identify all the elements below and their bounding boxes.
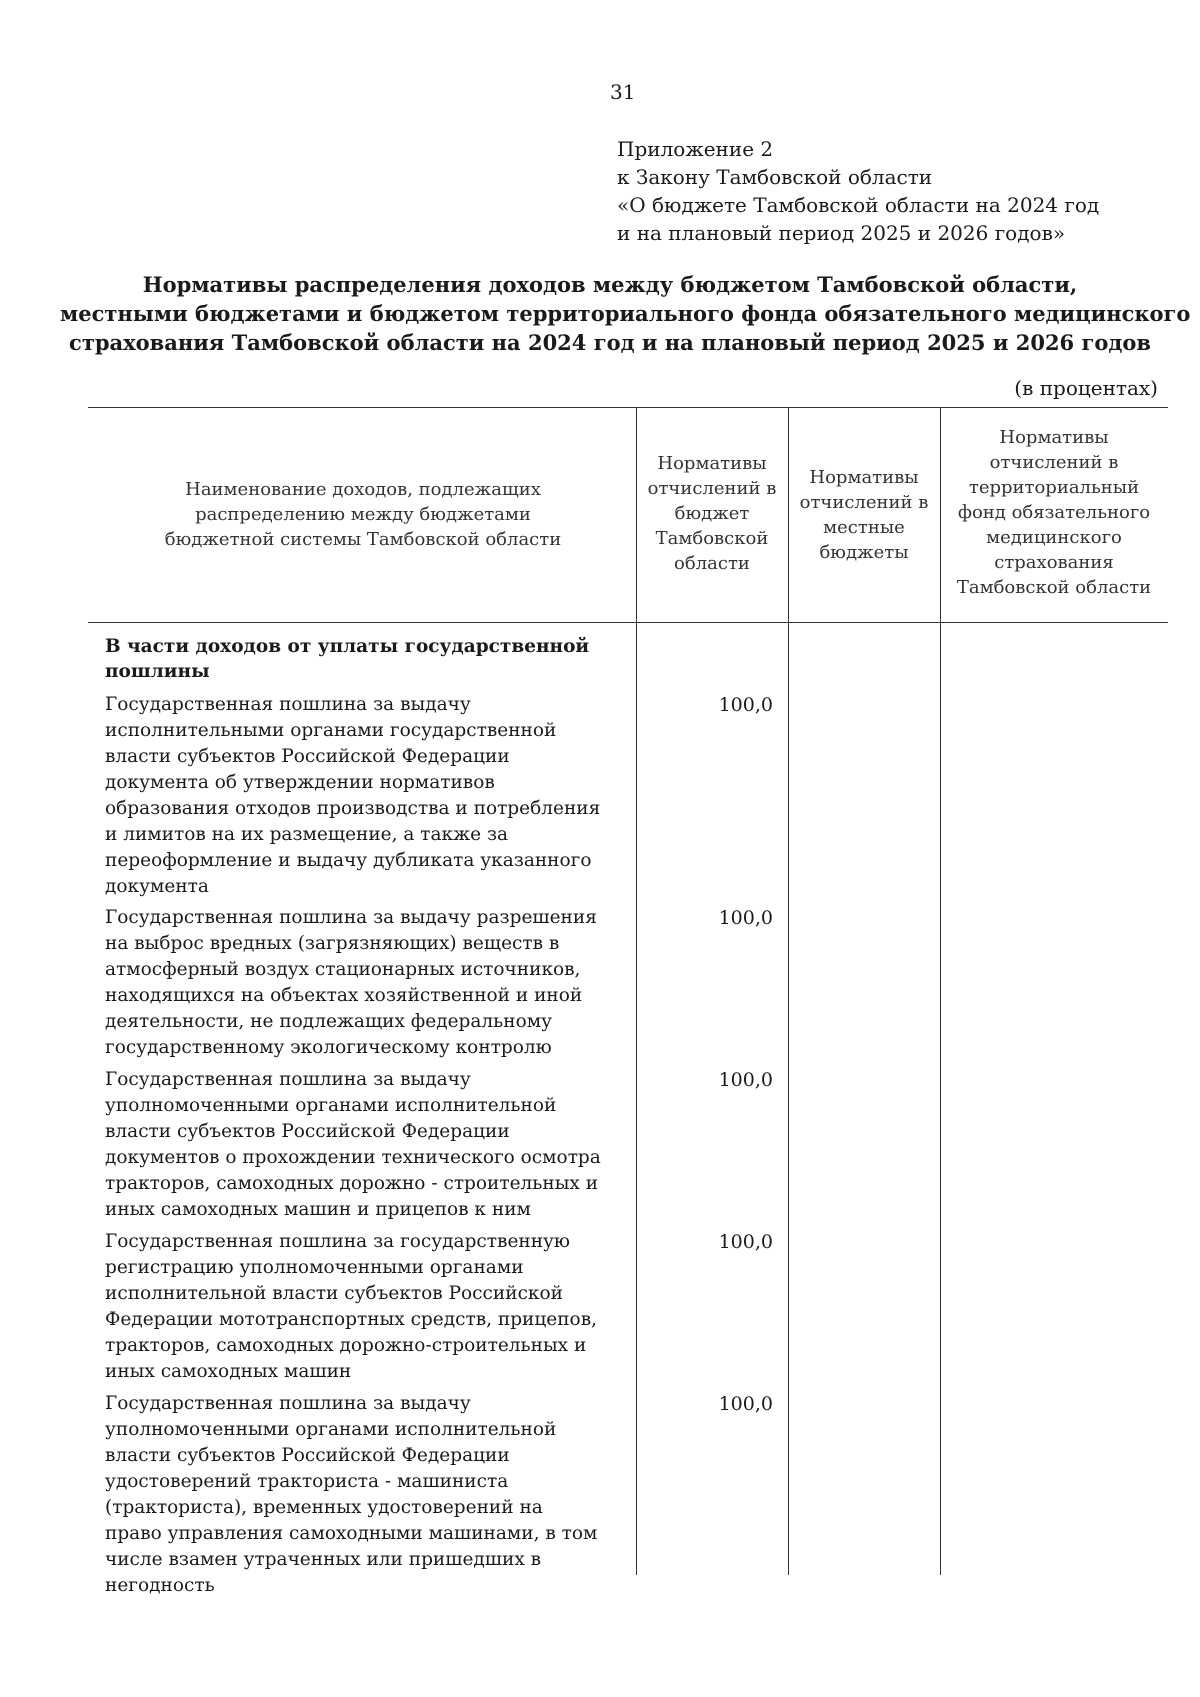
row-regional-value: 100,0: [718, 1393, 773, 1415]
appendix-note: [617, 135, 1099, 247]
units-label: (в процентах): [1014, 376, 1158, 400]
row-income-name: Государственная пошлина за выдачу разрешения на выброс вредных (загрязняющих) веществ в атмосферный воздух стационарных источников, находящихся на объектах хозяйственной и иной деятельности, не подлежащих федеральному государственному экологическому контролю: [105, 907, 597, 1058]
row-regional-value: 100,0: [718, 1231, 773, 1253]
header-medical-fund: Нормативы отчислений в территориальный фонд обязательного медицинского страхования Тамбовской области: [956, 427, 1152, 598]
header-income-name: Наименование доходов, подлежащих распределению между бюджетами бюджетной системы Тамбовской области: [164, 479, 562, 550]
section-title: В части доходов от уплаты государственной пошлины: [105, 636, 590, 682]
title-line: местными бюджетами и бюджетом территориального фонда обязательного медицинского: [60, 301, 1191, 326]
column-divider: [940, 407, 941, 1575]
norms-table: [88, 407, 1168, 1596]
table-top-rule: [88, 407, 1168, 408]
title-line: страхования Тамбовской области на 2024 год и на плановый период 2025 и 2026 годов: [69, 330, 1151, 355]
row-income-name: Государственная пошлина за государственную регистрацию уполномоченными органами исполнительной власти субъектов Российской Федерации мототранспортных средств, прицепов, тракторов, самоходных дорожно-строительных и иных самоходных машин: [105, 1231, 597, 1382]
row-regional-value: 100,0: [718, 1069, 773, 1091]
appendix-line: Приложение 2: [617, 137, 774, 161]
header-regional-budget: Нормативы отчислений в бюджет Тамбовской области: [647, 453, 777, 574]
row-income-name: Государственная пошлина за выдачу уполномоченными органами исполнительной власти субъектов Российской Федерации удостоверений тракториста - машиниста (тракториста), временных удостоверений на право управления самоходными машинами, в том числе взамен утраченных или пришедших в негодность: [105, 1393, 598, 1596]
row-regional-value: 100,0: [718, 907, 773, 929]
appendix-line: «О бюджете Тамбовской области на 2024 год: [617, 193, 1100, 217]
row-regional-value: 100,0: [718, 694, 773, 716]
title-line: Нормативы распределения доходов между бюджетом Тамбовской области,: [142, 272, 1078, 297]
document-title: [60, 270, 1191, 357]
appendix-line: и на плановый период 2025 и 2026 годов»: [617, 221, 1066, 245]
column-divider: [788, 407, 789, 1575]
row-income-name: Государственная пошлина за выдачу исполнительными органами государственной власти субъектов Российской Федерации документа об утверждении нормативов образования отходов производства и потребления и лимитов на их размещение, а также за переоформление и выдачу дубликата указанного документа: [105, 694, 601, 897]
appendix-line: к Закону Тамбовской области: [617, 165, 933, 189]
row-income-name: Государственная пошлина за выдачу уполномоченными органами исполнительной власти субъектов Российской Федерации документов о прохождении технического осмотра тракторов, самоходных дорожно - строительных и иных самоходных машин и прицепов к ним: [105, 1069, 601, 1220]
header-local-budgets: Нормативы отчислений в местные бюджеты: [799, 467, 929, 563]
page-number: 31: [610, 80, 636, 104]
table-header-rule: [88, 622, 1168, 623]
